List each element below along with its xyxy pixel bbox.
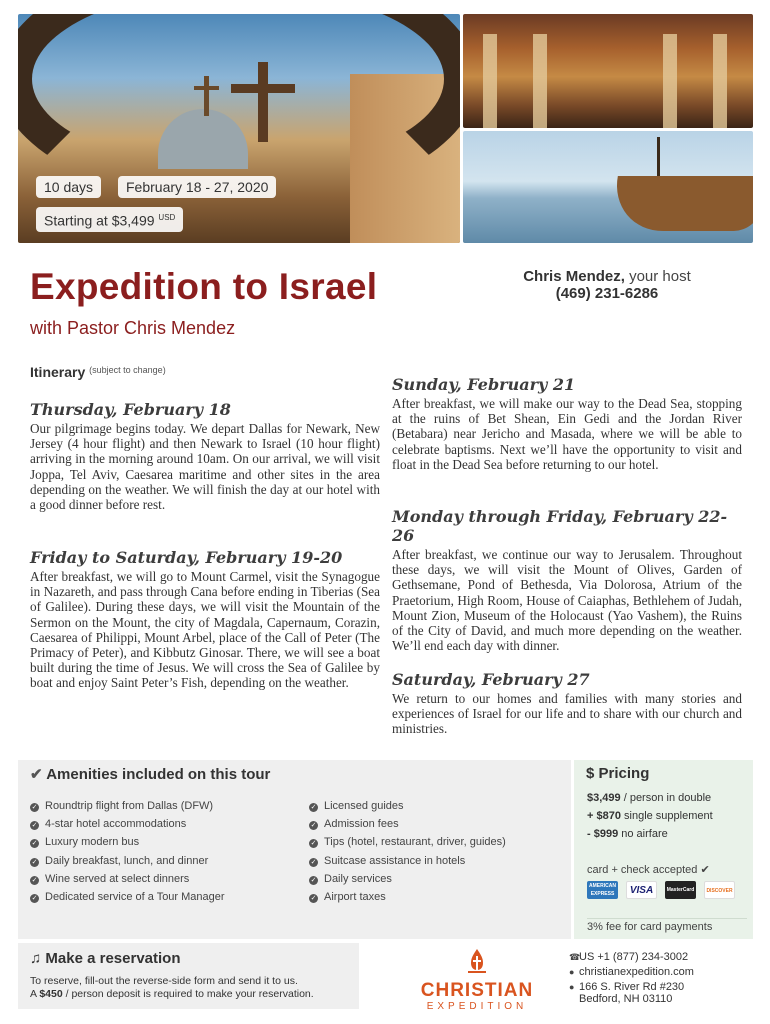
host-info	[482, 268, 732, 302]
price-badge-currency: USD	[158, 213, 176, 222]
reservation-heading	[30, 950, 181, 967]
amenities-heading-text: Amenities included on this tour	[46, 766, 271, 783]
payment-accepted	[587, 863, 710, 876]
host-phone: (469) 231-6286	[555, 285, 659, 302]
amenity-label: Airport taxes	[324, 890, 386, 903]
check-badge-icon: ✔	[700, 864, 710, 876]
map-marker-icon: ●	[569, 982, 575, 992]
contact-website-text: christianexpedition.com	[579, 966, 694, 978]
day-text: Our pilgrimage begins today. We depart Dallas for Newark, New Jersey (4 hour flight) and then Newark to Israel (10 hour flight) arriving in the morning around 10am. On our arrival, we will visit Joppa, Tel Aviv, Caesarea maritime and other sites in the area depending on the weather. We will finish the day at our hotel with a good dinner before rest.	[30, 421, 380, 513]
price-badge-text: Starting at $3,499	[44, 212, 155, 229]
price-no-airfare	[587, 828, 668, 840]
day-section	[392, 375, 742, 472]
contact-phone-text: US +1 (877) 234-3002	[579, 951, 689, 963]
church-interior-photo	[463, 14, 753, 128]
list-item	[30, 852, 225, 870]
amenity-label: Dedicated service of a Tour Manager	[45, 890, 225, 903]
list-item	[30, 833, 225, 851]
duration-badge: 10 days	[36, 176, 101, 198]
itinerary-heading	[30, 364, 166, 380]
contact-website[interactable]	[569, 966, 694, 978]
price-amount: + $870	[587, 810, 621, 822]
payment-accepted-text: card + check accepted	[587, 864, 698, 876]
mastercard-card-icon: MasterCard	[665, 881, 696, 899]
list-item	[30, 797, 225, 815]
price-desc: no airfare	[618, 828, 668, 840]
list-item	[30, 888, 225, 906]
amenity-label: Tips (hotel, restaurant, driver, guides)	[324, 836, 506, 849]
host-role: your host	[624, 268, 691, 285]
price-desc: / person in double	[620, 792, 712, 804]
discover-card-icon: DISCOVER	[704, 881, 735, 899]
amenity-label: Licensed guides	[324, 800, 404, 812]
check-icon: ✓	[310, 804, 317, 811]
price-single	[587, 810, 713, 822]
contact-address-line-2: Bedford, NH 03110	[579, 993, 673, 1005]
amenity-label: Daily breakfast, lunch, and dinner	[45, 854, 209, 867]
page-title: Expedition to Israel	[30, 266, 378, 307]
day-text: After breakfast, we continue our way to Jerusalem. Throughout these days, we will visit the Mount of Olives, Garden of Gethsemane, Pond of Bethesda, Via Dolorosa, Atrium of the Praetorium, High Room, House of Caiaphas, Bethlehem of Judah, Mount Zion, Museum of the Holocaust (Yao Vashem), the Ruins of the City of David, and much more depending on the weather. We’ll end each day with dinner.	[392, 547, 742, 654]
host-name: Chris Mendez,	[523, 268, 625, 285]
pricing-panel	[574, 760, 753, 939]
deposit-amount: $450	[39, 988, 63, 1000]
check-icon: ✓	[310, 894, 317, 902]
location-pin-icon: ●	[569, 967, 575, 977]
contact-address	[569, 981, 684, 1005]
day-title: Thursday, February 18	[30, 400, 231, 419]
contact-address-line-1: 166 S. River Rd #230	[579, 981, 685, 993]
itinerary-note: (subject to change)	[89, 365, 166, 375]
christian-expedition-logo	[410, 948, 544, 1012]
deposit-prefix: A	[30, 988, 40, 1000]
day-title: Friday to Saturday, February 19-20	[30, 548, 343, 567]
amenity-label: Suitcase assistance in hotels	[324, 854, 466, 867]
list-item	[30, 815, 225, 833]
pricing-heading-text: Pricing	[598, 765, 650, 782]
check-icon: ✓	[31, 858, 38, 866]
day-section	[392, 507, 742, 653]
list-item	[309, 888, 506, 906]
day-title: Sunday, February 21	[392, 375, 576, 394]
itinerary-label: Itinerary	[30, 364, 86, 380]
reservation-line-2	[30, 988, 360, 1001]
check-icon: ✓	[310, 840, 317, 848]
check-icon: ✓	[31, 894, 38, 902]
amenity-label: Luxury modern bus	[45, 836, 140, 849]
reservation-text	[30, 975, 360, 1001]
list-item	[30, 870, 225, 888]
day-section	[30, 400, 380, 512]
visa-card-icon: VISA	[626, 881, 657, 899]
check-icon: ✓	[310, 858, 317, 866]
reservation-line-1: To reserve, fill-out the reverse-side form and send it to us.	[30, 975, 298, 987]
amenities-list-right	[309, 797, 506, 906]
amenities-heading	[30, 765, 270, 783]
phone-icon: ☎	[569, 952, 581, 962]
dates-badge: February 18 - 27, 2020	[118, 176, 276, 198]
price-amount: $3,499	[587, 792, 621, 804]
amenity-label: 4-star hotel accommodations	[45, 818, 187, 831]
day-title: Saturday, February 27	[392, 670, 590, 689]
day-text: We return to our homes and families with many stories and experiences of Israel for our life and to share with our church and ministries.	[392, 691, 742, 737]
amex-card-icon: AMERICAN EXPRESS	[587, 881, 618, 899]
check-icon: ✓	[310, 876, 317, 884]
amenity-label: Daily services	[324, 872, 392, 885]
galilee-boat-photo	[463, 131, 753, 243]
amenity-label: Roundtrip flight from Dallas (DFW)	[45, 800, 214, 812]
deposit-suffix: / person deposit is required to make your reservation.	[62, 988, 314, 1000]
list-item	[309, 870, 506, 888]
logo-subtext: EXPEDITION	[426, 1001, 528, 1012]
day-section	[30, 548, 380, 691]
day-section	[392, 670, 742, 737]
check-icon: ✓	[31, 822, 38, 830]
check-icon: ✓	[310, 822, 317, 830]
reservation-heading-text: Make a reservation	[45, 950, 181, 967]
contact-phone[interactable]	[569, 951, 688, 963]
flame-icon	[463, 948, 491, 976]
day-title: Monday through Friday, February 22-26	[392, 507, 728, 545]
dollar-icon: $	[586, 765, 595, 782]
price-amount: - $999	[587, 828, 619, 840]
card-fee-note: 3% fee for card payments	[587, 918, 747, 933]
check-icon: ✓	[31, 804, 38, 811]
list-item	[309, 833, 506, 851]
price-double	[587, 792, 711, 804]
pricing-heading	[586, 765, 649, 782]
list-item	[309, 797, 506, 815]
price-badge	[36, 207, 183, 232]
price-desc: single supplement	[620, 810, 713, 822]
music-note-icon: ♫	[30, 950, 42, 967]
check-icon: ✓	[31, 840, 38, 848]
list-item	[309, 815, 506, 833]
amenity-label: Wine served at select dinners	[45, 872, 190, 885]
amenity-label: Admission fees	[324, 818, 399, 831]
check-badge-icon: ✔	[30, 766, 43, 783]
logo-text: CHRISTIAN	[420, 980, 534, 1001]
day-text: After breakfast, we will make our way to the Dead Sea, stopping at the ruins of Bet Shean, Ein Gedi and the Jordan River (Betabara) near Jericho and Masada, where we will be able to celebrate baptisms. Next we’ll have the opportunity to visit and float in the Dead Sea before returning to our hotel.	[392, 396, 742, 472]
check-icon: ✓	[31, 876, 38, 884]
page-subtitle: with Pastor Chris Mendez	[30, 318, 236, 338]
list-item	[309, 852, 506, 870]
amenities-list-left	[30, 797, 225, 906]
day-text: After breakfast, we will go to Mount Carmel, visit the Synagogue in Nazareth, and pass through Cana before ending in Tiberias (Sea of Galilee). During these days, we will visit the Mountain of the Sermon on the Mount, the city of Magdala, Capernaum, Corazin, Caesarea of Philippi, Mount Arbel, place of the Call of Peter (The Primacy of Peter), and Kibbutz Ginosar. There, we will see a boat built during the time of Jesus. We will cross the Sea of Galilee by boat and enjoy Saint Peter’s Fish, depending on the weather.	[30, 569, 380, 691]
